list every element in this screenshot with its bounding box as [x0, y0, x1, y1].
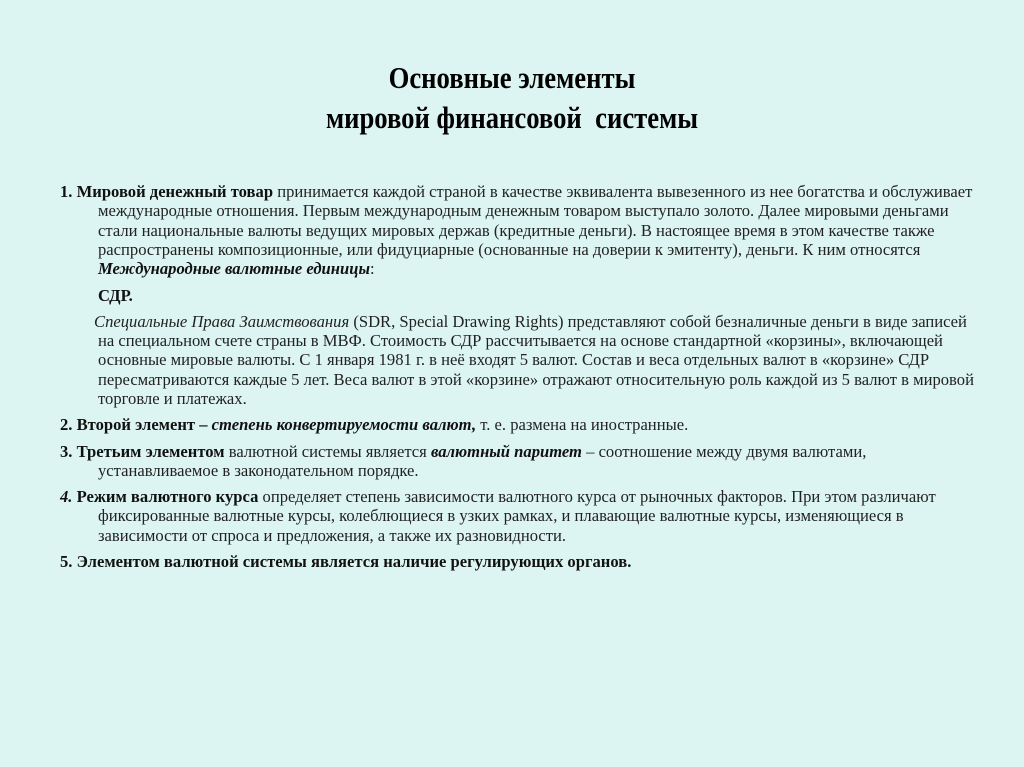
sdr-heading: СДР. — [98, 286, 133, 306]
slide-body — [60, 182, 980, 571]
item-3-number: 3. — [60, 441, 73, 461]
item-1-text: принимается каждой страной в качестве эквивалента вывезенного из нее богатства и обслуживает международные отношения. Первым международным денежным товаром выступало золото. Далее мировыми деньгами стали национальные валюты ведущих мировых держав (кредитные деньги). В настоящее время в этом качестве также распространены композиционные, или фидуциарные (основанные на доверии к эмитенту), деньги. К ним относятся — [98, 182, 973, 259]
item-1 — [60, 182, 980, 278]
sdr-text: (SDR, Special Drawing Rights) представляют собой безналичные деньги в виде записей на специальном счете страны в МВФ. Стоимость СДР рассчитывается на основе стандартной «корзины», включающей основные мировые валюты. С 1 января 1981 г. в неё входят 5 валют. Состав и веса отдельных валют в «корзине» СДР пересматриваются каждые 5 лет. Веса валют в этой «корзине» отражают относительную роль каждой из 5 валют в мировой торговле и платежах. — [98, 311, 974, 408]
item-3-bold-italic: валютный паритет — [430, 441, 582, 461]
item-4-number: 4. — [60, 487, 73, 507]
item-4-text: определяет степень зависимости валютного курса от рыночных факторов. При этом различают фиксированные валютные курсы, колеблющиеся в узких рамках, и плавающие валютные курсы, изменяющиеся в зависимости от спроса и предложения, а также их разновидности. — [98, 487, 936, 545]
item-5 — [60, 552, 980, 571]
item-4 — [60, 487, 980, 545]
item-2-bold-italic: степень конвертируемости валют, — [207, 415, 477, 435]
sdr-italic-term: Специальные Права Заимствования — [94, 311, 350, 331]
item-2-text: т. е. размена на иностранные. — [476, 415, 689, 435]
sdr-description — [60, 312, 980, 408]
title-line-2: мировой финансовой системы — [325, 100, 699, 135]
item-1-lead: Мировой денежный товар — [76, 182, 274, 201]
item-1-tail: Международные валютные единицы — [98, 259, 370, 279]
item-2 — [60, 415, 980, 434]
item-3 — [60, 442, 980, 481]
item-5-number: 5. — [60, 552, 73, 572]
item-1-number: 1. — [60, 182, 73, 201]
title-line-1: Основные элементы — [388, 60, 636, 95]
item-1-tail-end: : — [369, 259, 375, 279]
item-5-lead: Элементом валютной системы является наличие регулирующих органов. — [76, 552, 632, 572]
item-3-lead: Третьим элементом — [76, 441, 225, 461]
item-2-number: 2. — [60, 415, 73, 435]
slide-title — [72, 58, 953, 138]
item-4-lead: Режим валютного курса — [76, 487, 259, 507]
item-3-text-2: – соотношение между двумя валютами, устанавливаемое в законодательном порядке. — [98, 441, 867, 480]
item-3-text: валютной системы является — [224, 441, 431, 461]
item-2-lead: Второй элемент – — [76, 415, 208, 435]
